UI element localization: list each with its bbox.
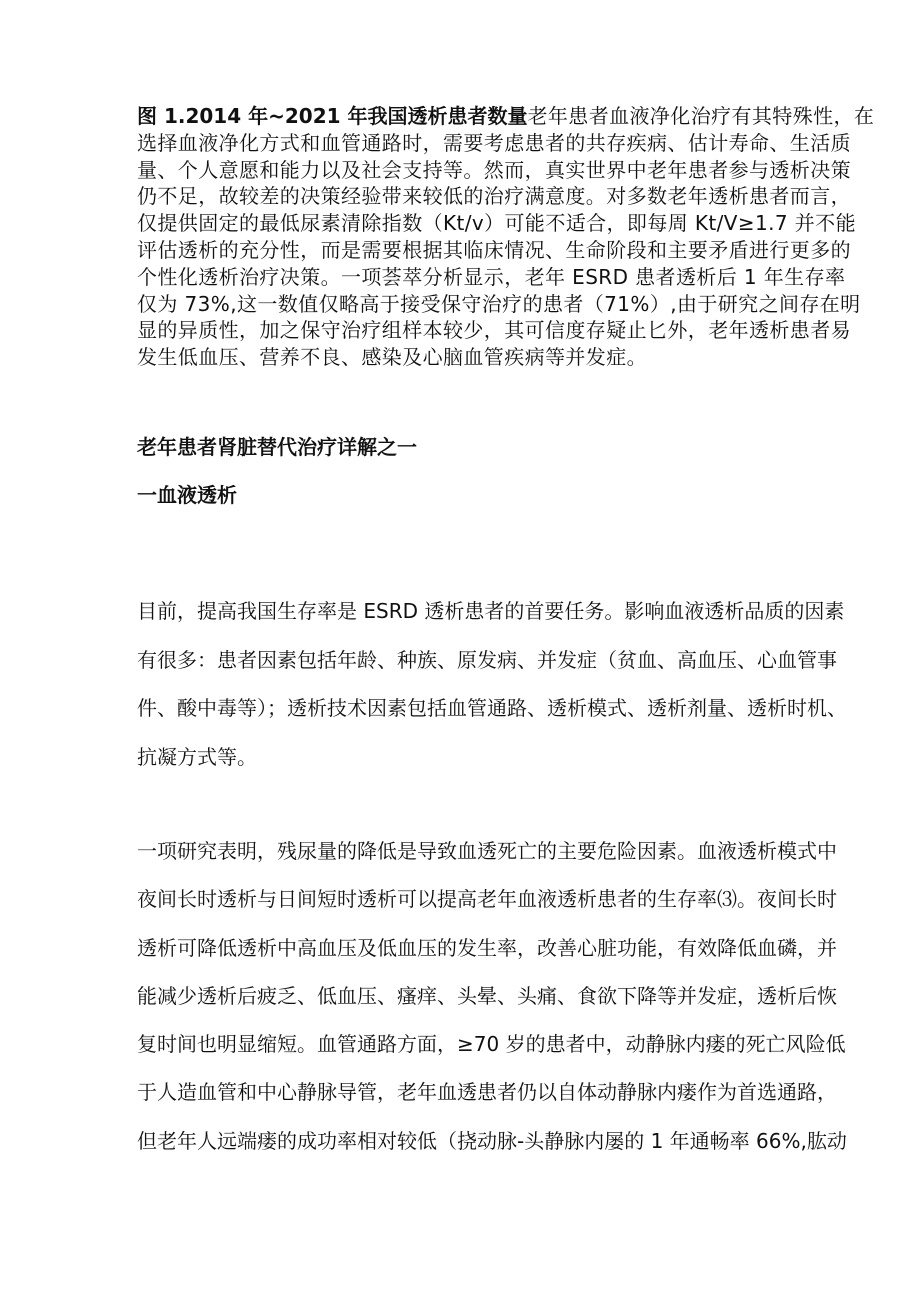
paragraph-line: 夜间长时透析与日间短时透析可以提高老年血液透析患者的生存率⑶。夜间长时 xyxy=(137,887,837,912)
intro-line: 仅为 73%,这一数值仅略高于接受保守治疗的患者（71%）,由于研究之间存在明 xyxy=(137,291,861,316)
section-title: 老年患者肾脏替代治疗详解之一 xyxy=(137,435,417,459)
paragraph-line: 件、酸中毒等）；透析技术因素包括血管通路、透析模式、透析剂量、透析时机、 xyxy=(137,696,847,720)
paragraph-line: 一项研究表明，残尿量的降低是导致血透死亡的主要危险因素。血液透析模式中 xyxy=(137,839,837,863)
paragraph-line: 目前，提高我国生存率是 ESRD 透析患者的首要任务。影响血液透析品质的因素 xyxy=(137,599,845,623)
paragraph-line: 抗凝方式等。 xyxy=(137,744,257,769)
paragraph-factors xyxy=(137,587,877,781)
intro-first-line-text: 老年患者血液净化治疗有其特殊性，在 xyxy=(527,104,875,128)
paragraph-line: 复时间也明显缩短。血管通路方面，≥70 岁的患者中，动静脉内瘘的死亡风险低 xyxy=(137,1032,846,1057)
subsection-title: 一血液透析 xyxy=(137,483,237,507)
intro-paragraph xyxy=(137,103,877,371)
intro-line: 发生低血压、营养不良、感染及心脑血管疾病等并发症。 xyxy=(137,345,647,370)
figure-caption: 图 1.2014 年~2021 年我国透析患者数量 xyxy=(137,104,528,128)
intro-line: 量、个人意愿和能力以及社会支持等。然而，真实世界中老年患者参与透析决策 xyxy=(137,157,851,182)
intro-line: 评估透析的充分性，而是需要根据其临床情况、生命阶段和主要矛盾进行更多的 xyxy=(137,237,851,262)
intro-line: 显的异质性，加之保守治疗组样本较少，其可信度存疑止匕外，老年透析患者易 xyxy=(137,318,851,343)
paragraph-line: 于人造血管和中心静脉导管，老年血透患者仍以自体动静脉内瘘作为首选通路， xyxy=(137,1080,837,1105)
intro-line: 仍不足，故较差的决策经验带来较低的治疗满意度。对多数老年透析患者而言， xyxy=(137,184,851,209)
paragraph-line: 透析可降低透析中高血压及低血压的发生率，改善心脏功能，有效降低血磷，并 xyxy=(137,935,837,960)
intro-line: 选择血液净化方式和血管通路时，需要考虑患者的共存疾病、估计寿命、生活质 xyxy=(137,130,851,155)
intro-line: 个性化透析治疗决策。一项荟萃分析显示，老年 ESRD 患者透析后 1 年生存率 xyxy=(137,264,846,289)
paragraph-line: 但老年人远端瘘的成功率相对较低（挠动脉-头静脉内屡的 1 年通畅率 66%,肱动 xyxy=(137,1128,847,1153)
intro-line: 仅提供固定的最低尿素清除指数（Kt/v）可能不适合，即每周 Kt/V≥1.7 并不能 xyxy=(137,211,856,236)
paragraph-line: 有很多：患者因素包括年龄、种族、原发病、并发症（贫血、高血压、心血管事 xyxy=(137,647,837,672)
intro-line xyxy=(137,103,877,130)
paragraph-line: 能减少透析后疲乏、低血压、瘙痒、头晕、头痛、食欲下降等并发症，透析后恢 xyxy=(137,983,837,1008)
paragraph-study xyxy=(137,827,877,1165)
